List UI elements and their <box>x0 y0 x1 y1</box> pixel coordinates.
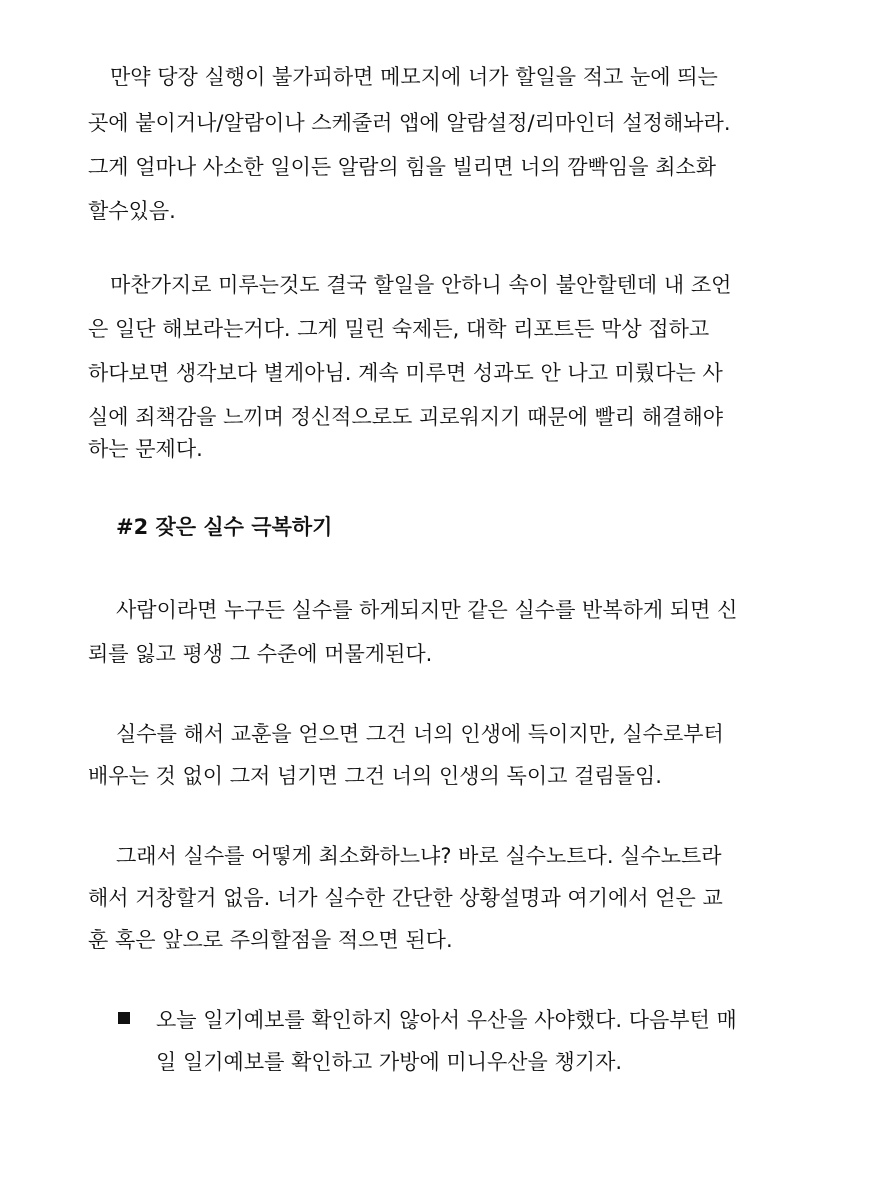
paragraph-2-line-3: 하다보면 생각보다 별게아님. 계속 미루면 성과도 안 나고 미뤘다는 사 <box>88 361 723 385</box>
paragraph-2-line-4: 실에 죄책감을 느끼며 정신적으로도 괴로워지기 때문에 빨리 해결해야 <box>88 405 724 429</box>
paragraph-5-line-2: 해서 거창할거 없음. 너가 실수한 간단한 상황설명과 여기에서 얻은 교 <box>88 886 723 910</box>
section-heading: #2 잦은 실수 극복하기 <box>116 515 333 539</box>
bullet-line-1: 오늘 일기예보를 확인하지 않아서 우산을 사야했다. 다음부턴 매 <box>156 1008 737 1032</box>
paragraph-3-line-1: 사람이라면 누구든 실수를 하게되지만 같은 실수를 반복하게 되면 신 <box>116 598 738 622</box>
paragraph-1-line-3: 그게 얼마나 사소한 일이든 알람의 힘을 빌리면 너의 깜빡임을 최소화 <box>88 155 717 179</box>
paragraph-1-line-2: 곳에 붙이거나/알람이나 스케줄러 앱에 알람설정/리마인더 설정해놔라. <box>88 111 731 135</box>
paragraph-1-line-1: 만약 당장 실행이 불가피하면 메모지에 너가 할일을 적고 눈에 띄는 <box>110 65 718 89</box>
paragraph-5-line-1: 그래서 실수를 어떻게 최소화하느냐? 바로 실수노트다. 실수노트라 <box>116 844 722 868</box>
paragraph-1-line-4: 할수있음. <box>88 199 176 223</box>
paragraph-3-line-2: 뢰를 잃고 평생 그 수준에 머물게된다. <box>88 642 433 666</box>
paragraph-4-line-1: 실수를 해서 교훈을 얻으면 그건 너의 인생에 득이지만, 실수로부터 <box>116 722 724 746</box>
paragraph-5-line-3: 훈 혹은 앞으로 주의할점을 적으면 된다. <box>88 928 453 952</box>
bullet-square-icon <box>118 1012 130 1024</box>
paragraph-4-line-2: 배우는 것 없이 그저 넘기면 그건 너의 인생의 독이고 걸림돌임. <box>88 764 662 788</box>
paragraph-2-line-5: 하는 문제다. <box>88 437 203 461</box>
paragraph-2-line-2: 은 일단 해보라는거다. 그게 밀린 숙제든, 대학 리포트든 막상 접하고 <box>88 317 710 341</box>
paragraph-2-line-1: 마찬가지로 미루는것도 결국 할일을 안하니 속이 불안할텐데 내 조언 <box>110 273 732 297</box>
bullet-line-2: 일 일기예보를 확인하고 가방에 미니우산을 챙기자. <box>156 1050 623 1074</box>
